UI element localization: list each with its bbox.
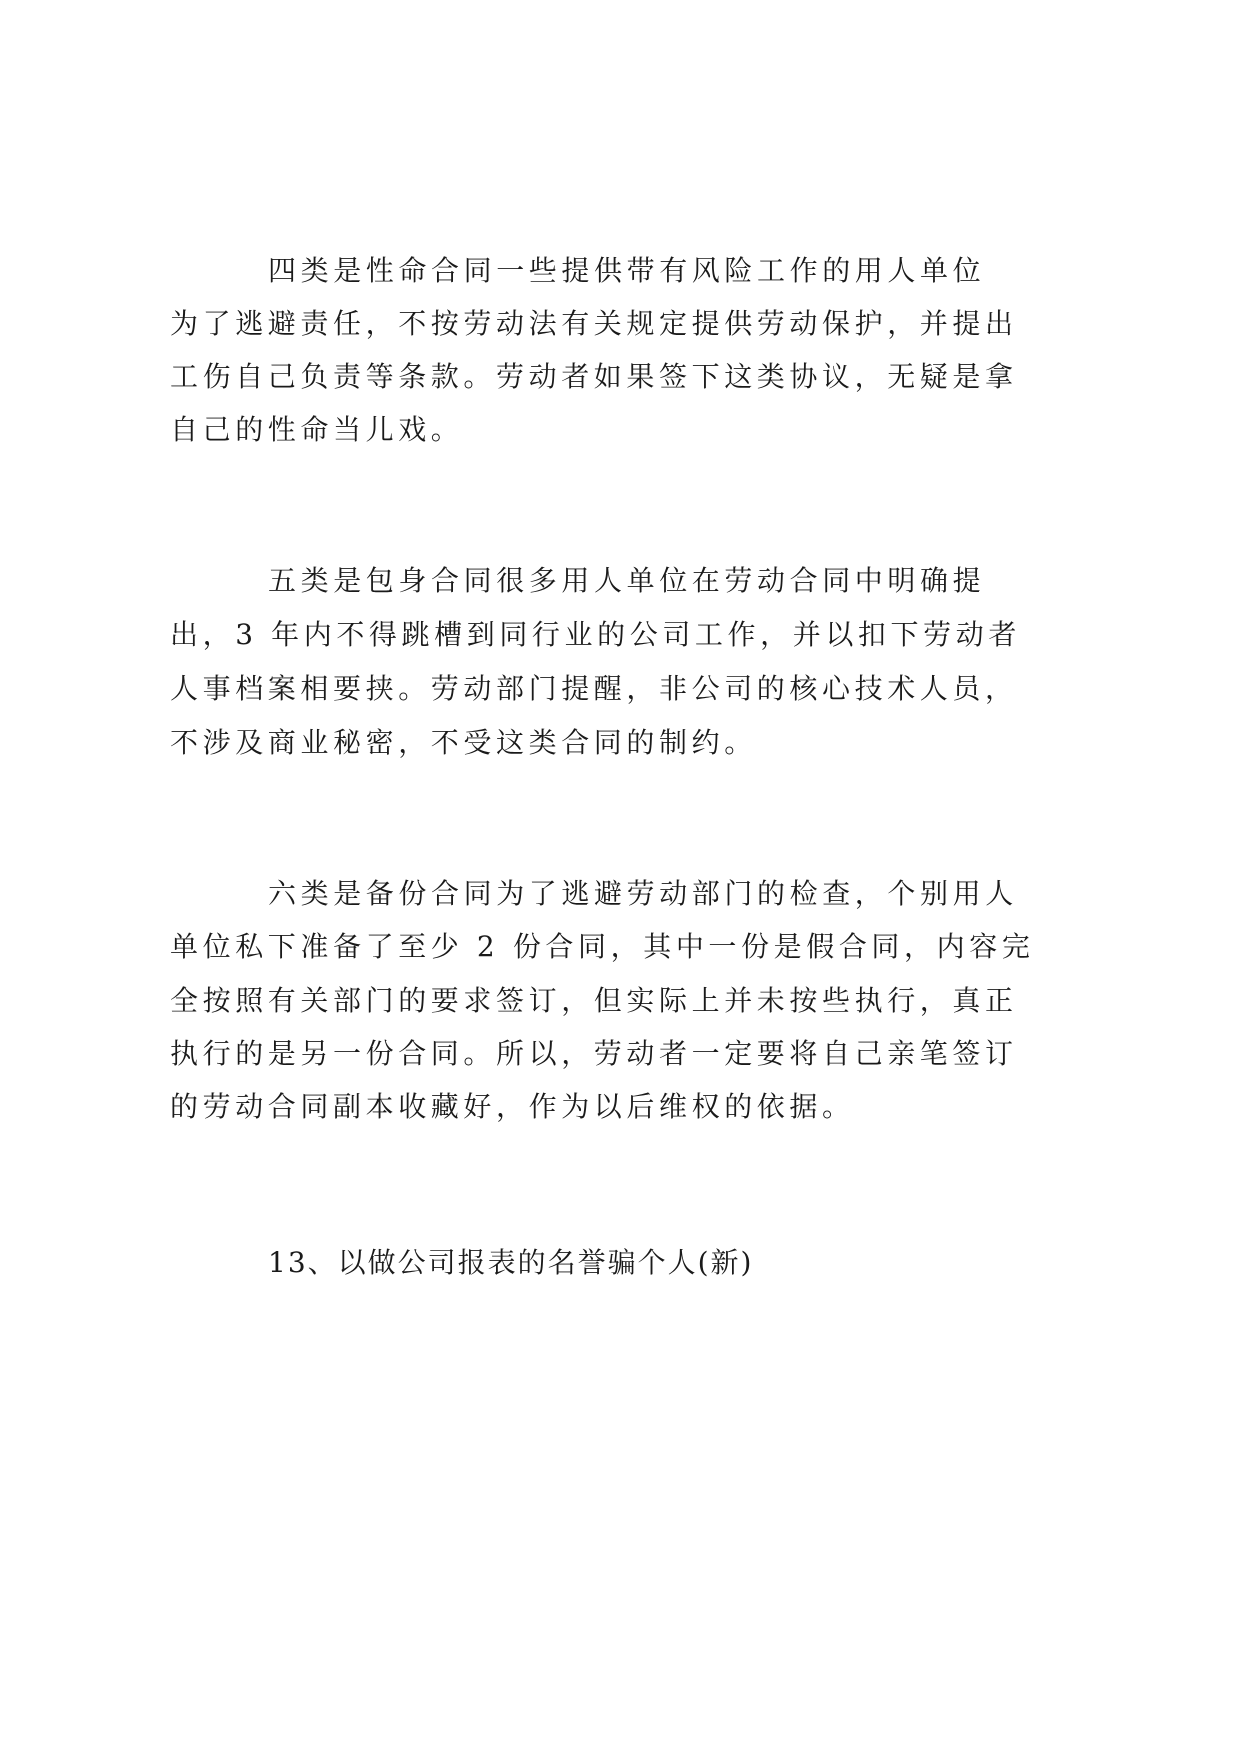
paragraph-line: 六类是备份合同为了逃避劳动部门的检查，个别用人 bbox=[268, 877, 1018, 910]
paragraph-line: 执行的是另一份合同。所以，劳动者一定要将自己亲笔签订 bbox=[170, 1037, 1018, 1070]
paragraph-line: 不涉及商业秘密，不受这类合同的制约。 bbox=[170, 726, 757, 759]
section-heading: 13、以做公司报表的名誉骗个人(新) bbox=[268, 1246, 754, 1279]
paragraph-line: 五类是包身合同很多用人单位在劳动合同中明确提 bbox=[268, 564, 986, 597]
paragraph-line: 的劳动合同副本收藏好，作为以后维权的依据。 bbox=[170, 1090, 855, 1123]
paragraph-line: 单位私下准备了至少 2 份合同，其中一份是假合同，内容完 bbox=[170, 930, 1035, 963]
paragraph-line: 全按照有关部门的要求签订，但实际上并未按些执行，真正 bbox=[170, 984, 1018, 1017]
paragraph-line: 人事档案相要挟。劳动部门提醒，非公司的核心技术人员， bbox=[170, 672, 1018, 705]
paragraph-line: 为了逃避责任，不按劳动法有关规定提供劳动保护，并提出 bbox=[170, 307, 1018, 340]
paragraph-line: 出，3 年内不得跳槽到同行业的公司工作，并以扣下劳动者 bbox=[170, 618, 1021, 651]
paragraph-line: 工伤自己负责等条款。劳动者如果签下这类协议，无疑是拿 bbox=[170, 360, 1018, 393]
paragraph-line: 四类是性命合同一些提供带有风险工作的用人单位 bbox=[268, 254, 986, 287]
paragraph-line: 自己的性命当儿戏。 bbox=[170, 413, 464, 446]
